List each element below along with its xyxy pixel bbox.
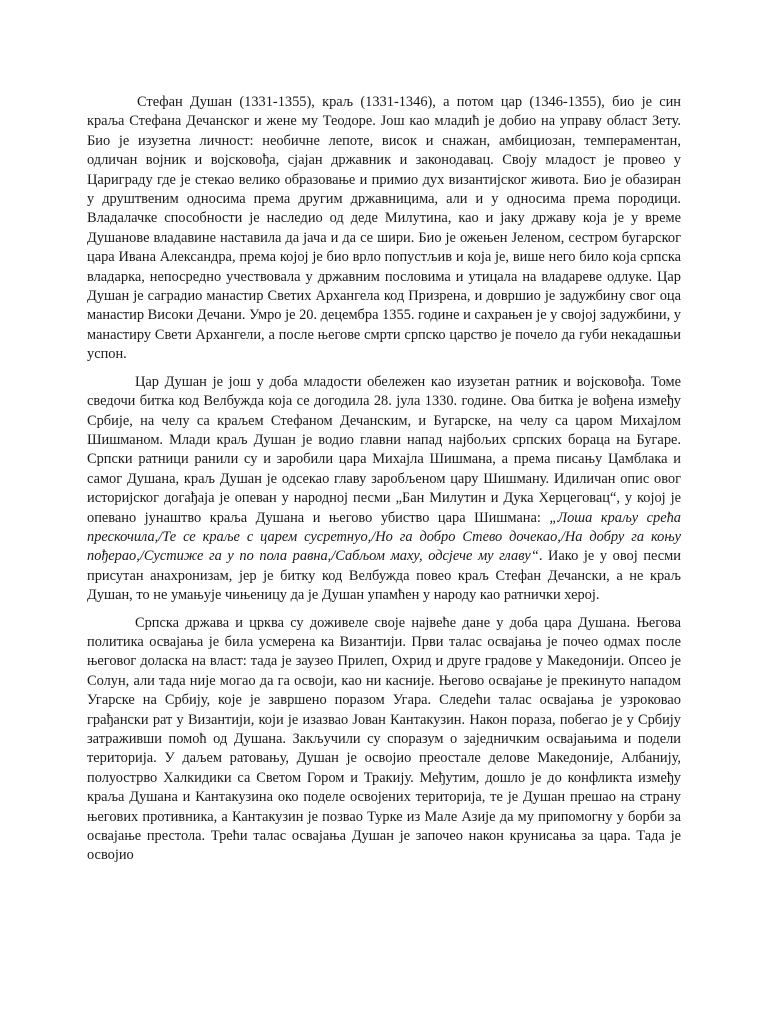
paragraph-3: Српска држава и црква су доживеле своје највеће дане у доба цара Душана. Његова политика освајања је била усмерена ка Византији. Први талас освајања је почео одмах после његовог доласка на власт: тада је заузео Прилеп, Охрид и друге градове у Македонији. Опсео је Солун, али тада није могао да га освоји, као ни касније. Његово освајање је прекинуто нападом Угарске на Србију, које је завршено поразом Угара. Следећи талас освајања је узроковао грађански рат у Византији, који је изазвао Јован Кантакузин. Након пораза, побегао је у Србију затраживши помоћ од Душана. Закључили су споразум о заједничким освајањима и подели територија. У даљем ратовању, Душан је освојио преостале делове Македоније, Албанију, полуострво Халкидики са Светом Гором и Тракију. Међутим, дошло је до конфликта између краља Душана и Кантакузина око поделе освојених територија, те је Душан прешао на страну његових противника, а Кантакузин је позвао Турке из Мале Азије да му припомогну у борби за освајање престола. Трећи талас освајања Душан је започео након крунисања за цара. Тада је освојио (87, 614, 681, 864)
paragraph-1: Стефан Душан (1331-1355), краљ (1331-1346), а потом цар (1346-1355), био је син краља Стефана Дечанског и жене му Теодоре. Још као младић је добио на управу област Зету. Био је изузетна личност: необичне лепоте, висок и снажан, амбициозан, темпераментан, одличан војник и војсковођа, сјајан државник и законодавац. Своју младост је провео у Цариграду где је стекао велико образовање и примио дух византијског живота. Био је обазиран у друштвеним односима према другим државницима, али и у односима према породици. Владалачке способности је наследио од деде Милутина, као и јаку државу која је у време Душанове владавине наставила да јача и да се шири. Био је ожењен Јеленом, сестром бугарског цара Ивана Александра, према којој је био врло попустљив и која је, више него било која српска владарка, непосредно учествовала у државним пословима и утицала на владареве одлуке. Цар Душан је саградио манастир Светих Архангела код Призрена, и довршио је задужбину свог оца манастир Високи Дечани. Умро је 20. децембра 1355. године и сахрањен је у својој задужбини, у манастиру Свети Архангели, а после његове смрти српско царство је почело да губи некадашњи успон. (87, 94, 682, 363)
paragraph-2-text: Цар Душан је још у доба младости обележен као изузетан ратник и војсковођа. Томе сведочи битка код Велбужда која се догодила 28. јула 1330. године. Ова битка је вођена између Србије, на челу са краљем Стефаном Дечанским, и Бугарске, на челу са царом Михајлом Шишманом. Млади краљ Душан је водио главни напад најбољих српских бораца на Бугаре. Српски ратници ранили су и заробили цара Михајла Шишмана, а према писању Цамблака и самог Душана, краљ Душан је одсекао главу заробљеном цару Шишману. Идиличан опис овог историјског догађаја је опеван у народној песми „Бан Милутин и Дука Херцеговац“, у којој је опевано јунаштво краља Душана и његово убиство цара Шишмана: (87, 373, 681, 526)
document-body (87, 93, 681, 866)
poem-quote: „Лоша краљу срећа прескочила,/Те се краље с царем сусретнуо,/Но га добро Стево дочекао,/На добру га коњу пођерао,/Сустиже га у по пола равна,/Сабљом маху, одсјече му главу“ (87, 509, 682, 565)
paragraph-2-text-end: . Иако је у овој песми присутан анахронизам, јер је битку код Велбужда повео краљ Стефан Дечански, а не краљ Душан, то не умањује чињеницу да је Душан упамћен у народу као ратнички херој. (87, 548, 681, 604)
paragraph-2 (87, 373, 681, 606)
